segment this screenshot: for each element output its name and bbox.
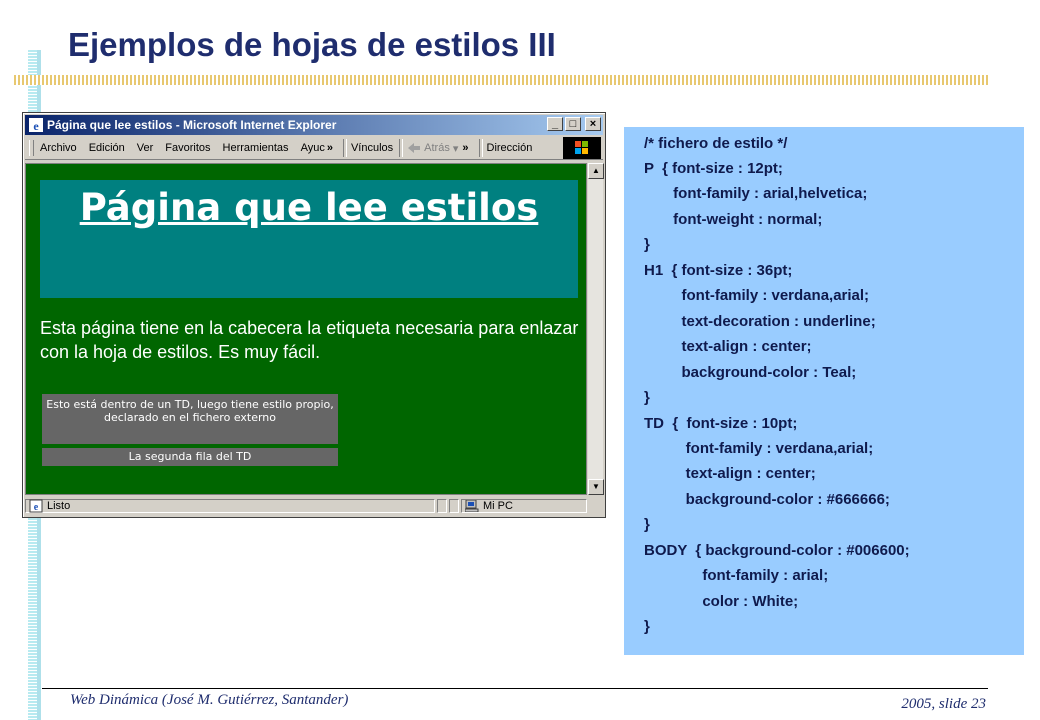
menu-ver[interactable]: Ver — [136, 142, 154, 154]
toolbar-grip[interactable] — [29, 140, 34, 156]
code-line: text-align : center; — [644, 465, 816, 482]
code-line: /* fichero de estilo */ — [644, 135, 788, 152]
status-cell — [25, 499, 435, 513]
code-line: font-family : verdana,arial; — [644, 440, 874, 457]
code-line: font-family : arial; — [644, 567, 829, 584]
code-line: } — [644, 389, 650, 406]
computer-icon — [465, 500, 479, 512]
close-button[interactable]: × — [585, 117, 601, 131]
dropdown-arrow-icon[interactable]: ▾ — [452, 142, 459, 155]
status-bar — [25, 497, 603, 515]
browser-titlebar[interactable] — [25, 115, 603, 135]
code-line: background-color : #666666; — [644, 491, 890, 508]
table-cell-row1: Esto está dentro de un TD, luego tiene estilo propio, declarado en el fichero externo — [42, 394, 338, 444]
zone-text: Mi PC — [483, 500, 513, 512]
code-line: font-family : arial,helvetica; — [644, 185, 868, 202]
toolbar-chevron[interactable]: » — [462, 142, 469, 154]
menu-toolbar — [25, 137, 603, 160]
table-cell-row2: La segunda fila del TD — [42, 448, 338, 466]
code-line: font-family : verdana,arial; — [644, 287, 870, 304]
back-label: Atrás — [424, 142, 450, 154]
footer-divider — [42, 688, 988, 689]
svg-text:e: e — [33, 119, 39, 132]
code-line: P { font-size : 12pt; — [644, 160, 783, 177]
page-viewport — [25, 163, 587, 495]
code-line: } — [644, 236, 650, 253]
windows-logo-icon — [563, 137, 601, 159]
links-button[interactable]: Vínculos — [350, 142, 394, 154]
code-line: background-color : Teal; — [644, 364, 857, 381]
menu-archivo[interactable]: Archivo — [40, 142, 77, 154]
code-line: } — [644, 516, 650, 533]
code-line: font-weight : normal; — [644, 211, 823, 228]
menu-ayuda[interactable]: Ayuc — [300, 142, 325, 154]
scroll-up-button[interactable]: ▲ — [588, 163, 604, 179]
zone-cell — [461, 499, 587, 513]
vertical-scrollbar[interactable] — [587, 163, 603, 495]
menu-herramientas[interactable]: Herramientas — [222, 142, 289, 154]
svg-text:e: e — [33, 502, 39, 513]
code-line: H1 { font-size : 36pt; — [644, 262, 793, 279]
address-label: Dirección — [486, 142, 533, 154]
window-controls — [547, 117, 601, 131]
code-line: BODY { background-color : #006600; — [644, 542, 910, 559]
menu-chevron[interactable]: » — [326, 142, 333, 154]
slide-title: Ejemplos de hojas de estilos III — [68, 26, 556, 63]
scroll-down-button[interactable]: ▼ — [588, 479, 604, 495]
back-arrow-icon — [407, 142, 421, 154]
decorative-dotted-rule — [14, 75, 990, 85]
code-line: TD { font-size : 10pt; — [644, 415, 798, 432]
code-line: color : White; — [644, 593, 799, 610]
menu-favoritos[interactable]: Favoritos — [165, 142, 211, 154]
code-line: text-decoration : underline; — [644, 313, 876, 330]
status-cell — [437, 499, 447, 513]
toolbar-separator — [343, 139, 347, 157]
browser-window — [22, 112, 606, 518]
page-done-icon — [29, 499, 43, 513]
toolbar-separator — [479, 139, 483, 157]
maximize-button[interactable]: □ — [565, 117, 581, 131]
code-line: } — [644, 618, 650, 635]
footer-slide-number: 2005, slide 23 — [901, 696, 986, 712]
page-paragraph: Esta página tiene en la cabecera la etiqueta necesaria para enlazar con la hoja de estilos. Es muy fácil. — [40, 318, 579, 362]
status-text: Listo — [47, 500, 71, 512]
css-code-panel — [624, 127, 1024, 655]
toolbar-separator — [399, 139, 403, 157]
back-button[interactable] — [407, 142, 458, 155]
code-line: text-align : center; — [644, 338, 812, 355]
page-heading: Página que lee estilos — [40, 180, 578, 298]
menu-edicion[interactable]: Edición — [88, 142, 125, 154]
browser-title: Página que lee estilos - Microsoft Internet Explorer — [47, 118, 337, 132]
footer-author: Web Dinámica (José M. Gutiérrez, Santander) — [70, 692, 349, 708]
ie-logo-icon — [29, 118, 43, 132]
minimize-button[interactable]: _ — [547, 117, 563, 131]
status-cell — [449, 499, 459, 513]
